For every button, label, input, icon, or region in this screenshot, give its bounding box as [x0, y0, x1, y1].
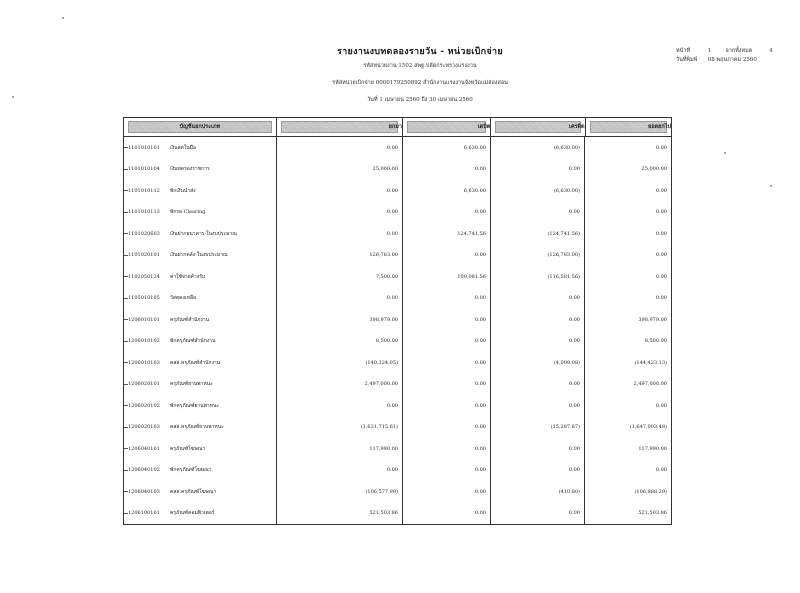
brought-forward-cell: 398,979.00 [277, 309, 403, 331]
total-pages-label: จากทั้งหมด [725, 48, 753, 54]
agency-line: รหัสหน่วยงาน 1502 สพฐ.ปลัดกระทรวงแรงงาน [363, 63, 477, 69]
account-cell [124, 266, 277, 288]
table-row [124, 503, 671, 525]
carried-forward-cell: 117,990.00 [638, 445, 667, 452]
account-cell [124, 309, 277, 331]
table-body [124, 137, 671, 524]
credit-cell: 0.00 [491, 202, 585, 224]
brought-forward-cell: 2,497,000.00 [277, 374, 403, 396]
carried-forward-cell: 2,497,000.00 [633, 381, 667, 388]
brought-forward-cell: 25,000.00 [277, 159, 403, 181]
account-name: ครุภัณฑ์สำนักงาน [170, 316, 210, 323]
brought-forward-cell: 0.00 [277, 137, 403, 159]
account-name: เงินทดรองราชการ [170, 166, 210, 173]
report-header [250, 44, 590, 104]
account-cell [124, 438, 277, 460]
account-code: 1206010101 [128, 316, 160, 323]
brought-forward-cell: 126,783.00 [277, 245, 403, 267]
carried-forward-cell: 0.00 [655, 209, 667, 216]
account-cell [124, 331, 277, 353]
carried-forward-cell: 0.00 [655, 144, 667, 151]
table-row [124, 395, 671, 417]
account-cell [124, 481, 277, 503]
carried-forward-cell: (1,647,003.48) [629, 424, 667, 431]
brought-forward-cell: (106,577.99) [277, 481, 403, 503]
debit-cell: 0.00 [403, 202, 491, 224]
header-carried-forward: ยอดยกไป [586, 118, 671, 136]
account-code: 1206040101 [128, 445, 160, 452]
table-row [124, 481, 671, 503]
debit-cell: 0.00 [403, 374, 491, 396]
account-cell [124, 202, 277, 224]
carried-forward-cell: (106,988.29) [634, 488, 667, 495]
row-tick-mark [124, 233, 128, 234]
debit-cell: 0.00 [403, 245, 491, 267]
account-cell [124, 223, 277, 245]
header-account: บัญชีแยกประเภท [124, 118, 277, 136]
table-row [124, 180, 671, 202]
credit-cell: 0.00 [491, 374, 585, 396]
table-row [124, 331, 671, 353]
report-meta [676, 47, 786, 65]
period-line: วันที่ 1 เมษายน 2560 ถึง 30 เมษายน 2560 [367, 97, 473, 103]
account-name: พักเงินนำส่ง [170, 187, 196, 194]
row-tick-mark [124, 255, 128, 256]
account-code: 1206040102 [128, 467, 160, 474]
debit-cell: 124,741.56 [403, 223, 491, 245]
credit-cell: 0.00 [491, 309, 585, 331]
carried-forward-cell: 0.00 [655, 295, 667, 302]
header-credit: เครดิต [491, 118, 585, 136]
brought-forward-cell: (140,324.05) [277, 352, 403, 374]
account-name: ครุภัณฑ์คอมพิวเตอร์ [170, 510, 215, 517]
credit-cell: (6,630.00) [491, 180, 585, 202]
account-code: 1206020102 [128, 402, 160, 409]
table-row [124, 309, 671, 331]
carried-forward-cell: 0.00 [655, 273, 667, 280]
credit-cell: (4,099.08) [491, 352, 585, 374]
brought-forward-cell: 521,503.86 [277, 503, 403, 525]
debit-cell: 0.00 [403, 503, 491, 525]
account-cell [124, 374, 277, 396]
table-row [124, 137, 671, 159]
brought-forward-cell: 8,500.00 [277, 331, 403, 353]
account-cell [124, 288, 277, 310]
header-brought-forward: ยกมา [277, 118, 403, 136]
table-header [124, 118, 671, 137]
account-cell [124, 503, 277, 525]
table-row [124, 352, 671, 374]
row-tick-mark [124, 276, 128, 277]
credit-cell: (410.80) [491, 481, 585, 503]
account-code: 1206020103 [128, 424, 160, 431]
table-row [124, 460, 671, 482]
brought-forward-cell: 0.00 [277, 180, 403, 202]
account-name: คสส.ครุภัณฑ์สำนักงาน [170, 359, 221, 366]
account-name: พักครุภัณฑ์ยานพาหนะ [170, 402, 220, 409]
row-tick-mark [124, 384, 128, 385]
trial-balance-table [123, 117, 672, 525]
debit-cell: 0.00 [403, 481, 491, 503]
credit-cell: (6,630.00) [491, 137, 585, 159]
account-cell [124, 352, 277, 374]
page-label: หน้าที่ [676, 48, 691, 54]
debit-cell: 0.00 [403, 288, 491, 310]
table-row [124, 159, 671, 181]
row-tick-mark [124, 319, 128, 320]
account-code: 1105010105 [128, 295, 160, 302]
account-code: 1102050124 [128, 273, 160, 280]
debit-cell: 109,081.56 [403, 266, 491, 288]
account-code: 1206020101 [128, 381, 160, 388]
credit-cell: 0.00 [491, 395, 585, 417]
table-row [124, 266, 671, 288]
row-tick-mark [124, 341, 128, 342]
account-code: 1101010112 [128, 187, 160, 194]
brought-forward-cell: 7,500.00 [277, 266, 403, 288]
debit-cell: 0.00 [403, 159, 491, 181]
account-name: พักครุภัณฑ์สำนักงาน [170, 338, 216, 345]
credit-cell: 0.00 [491, 503, 585, 525]
row-tick-mark [124, 190, 128, 191]
brought-forward-cell: 0.00 [277, 202, 403, 224]
account-name: เงินฝากธนาคาร-ในงบประมาณ [170, 230, 237, 237]
carried-forward-cell: 0.00 [655, 230, 667, 237]
credit-cell: 0.00 [491, 288, 585, 310]
carried-forward-cell: 25,000.00 [641, 166, 667, 173]
account-code: 1206010102 [128, 338, 160, 345]
account-name: ครุภัณฑ์โฆษณา [170, 445, 206, 452]
account-cell [124, 180, 277, 202]
row-tick-mark [124, 169, 128, 170]
report-title: รายงานงบทดลองรายวัน - หน่วยเบิกจ่าย [337, 47, 503, 57]
account-name: เงินฝากคลัง-ในงบประมาณ [170, 252, 228, 259]
account-code: 1101010104 [128, 166, 160, 173]
account-cell [124, 460, 277, 482]
row-tick-mark [124, 470, 128, 471]
credit-cell: 0.00 [491, 438, 585, 460]
account-cell [124, 417, 277, 439]
row-tick-mark [124, 405, 128, 406]
print-date-value: 08 พฤษภาคม 2560 [707, 57, 757, 63]
credit-cell: (116,581.56) [491, 266, 585, 288]
page-info [676, 47, 786, 56]
debit-cell: 0.00 [403, 352, 491, 374]
row-tick-mark [124, 147, 128, 148]
account-cell [124, 395, 277, 417]
carried-forward-cell: 0.00 [655, 467, 667, 474]
header-debit: เดบิต [403, 118, 491, 136]
credit-cell: 0.00 [491, 159, 585, 181]
carried-forward-cell: (144,423.13) [634, 359, 667, 366]
carried-forward-cell: 8,500.00 [644, 338, 667, 345]
row-tick-mark [124, 212, 128, 213]
account-cell [124, 245, 277, 267]
table-row [124, 417, 671, 439]
account-code: 1101010113 [128, 209, 160, 216]
account-name: ครุภัณฑ์ยานพาหนะ [170, 381, 213, 388]
page-value: 1 [707, 48, 712, 54]
account-name: พักรอ Clearing [170, 209, 206, 216]
account-cell [124, 159, 277, 181]
brought-forward-cell: (1,631,715.61) [277, 417, 403, 439]
credit-cell: (126,783.00) [491, 245, 585, 267]
brought-forward-cell: 0.00 [277, 460, 403, 482]
account-name: คสส.ครุภัณฑ์โฆษณา [170, 488, 217, 495]
row-tick-mark [124, 491, 128, 492]
brought-forward-cell: 117,990.00 [277, 438, 403, 460]
print-date-info [676, 56, 786, 65]
account-name: คสส.ครุภัณฑ์ยานพาหนะ [170, 424, 224, 431]
debit-cell: 0.00 [403, 417, 491, 439]
table-row [124, 202, 671, 224]
table-row [124, 288, 671, 310]
account-name: วัสดุคงเหลือ [170, 295, 196, 302]
debit-cell: 0.00 [403, 460, 491, 482]
credit-cell: 0.00 [491, 331, 585, 353]
account-code: 1206100101 [128, 510, 160, 517]
debit-cell: 0.00 [403, 395, 491, 417]
debit-cell: 0.00 [403, 309, 491, 331]
credit-cell: (124,741.56) [491, 223, 585, 245]
debit-cell: 0.00 [403, 438, 491, 460]
total-pages-value: 4 [769, 48, 773, 54]
carried-forward-cell: 0.00 [655, 252, 667, 259]
brought-forward-cell: 0.00 [277, 288, 403, 310]
row-tick-mark [124, 362, 128, 363]
disbursing-unit-line: รหัสหน่วยเบิกจ่าย 0000179250892 สำนักงานแรงงานจังหวัดแม่ฮ่องสอน [332, 80, 508, 86]
carried-forward-cell: 398,979.00 [638, 316, 667, 323]
account-code: 1101020603 [128, 230, 160, 237]
account-code: 1101010101 [128, 144, 160, 151]
print-date-label: วันที่พิมพ์ [676, 57, 698, 63]
debit-cell: 0.00 [403, 331, 491, 353]
carried-forward-cell: 521,503.86 [638, 510, 667, 517]
account-code: 1101020101 [128, 252, 160, 259]
debit-cell: 6,630.00 [403, 137, 491, 159]
table-row [124, 223, 671, 245]
brought-forward-cell: 0.00 [277, 223, 403, 245]
row-tick-mark [124, 298, 128, 299]
account-name: พักครุภัณฑ์โฆษณา [170, 467, 212, 474]
account-name: ค่าใช้จ่ายค้างรับ [170, 273, 206, 280]
account-code: 1206010103 [128, 359, 160, 366]
carried-forward-cell: 0.00 [655, 187, 667, 194]
table-row [124, 245, 671, 267]
account-cell [124, 137, 277, 159]
row-tick-mark [124, 513, 128, 514]
row-tick-mark [124, 427, 128, 428]
credit-cell: (15,287.87) [491, 417, 585, 439]
debit-cell: 6,630.00 [403, 180, 491, 202]
brought-forward-cell: 0.00 [277, 395, 403, 417]
account-name: เงินสดในมือ [170, 144, 197, 151]
account-code: 1206040103 [128, 488, 160, 495]
table-row [124, 438, 671, 460]
table-row [124, 374, 671, 396]
carried-forward-cell: 0.00 [655, 402, 667, 409]
row-tick-mark [124, 448, 128, 449]
credit-cell: 0.00 [491, 460, 585, 482]
